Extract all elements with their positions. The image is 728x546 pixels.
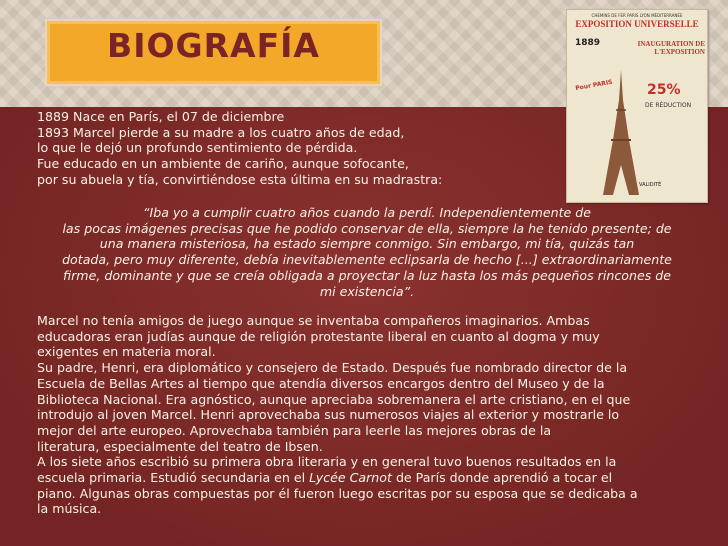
body-line: la música. — [37, 501, 102, 517]
intro-text — [37, 109, 442, 188]
poster-discount: 25% — [647, 82, 681, 98]
body-line: Su padre, Henri, era diplomático y consejero de Estado. Después fue nombrado director de la — [37, 360, 628, 376]
poster-paris: Pour PARIS — [574, 78, 614, 93]
eiffel-tower-icon — [601, 70, 641, 195]
body-line-lycee — [37, 470, 638, 486]
intro-line: por su abuela y tía, convirtiéndose esta última en su madrastra: — [37, 171, 443, 187]
poster-inauguration: INAUGURATION DE L'EXPOSITION — [637, 40, 705, 56]
quote-line: dotada, pero muy diferente, debía inevitablemente eclipsarla de hecho [...] extraordinariamente — [62, 252, 672, 268]
intro-line: 1889 Nace en París, el 07 de diciembre — [37, 109, 285, 124]
quote-line: una manera misteriosa, ha estado siempre conmigo. Sin embargo, mi tía, quizás tan — [99, 236, 635, 252]
quote-line: las pocas imágenes precisas que he podido conservar de ella, siempre la he tenido presente; de — [62, 220, 672, 236]
body-line: piano. Algunas obras compuestas por él fueron luego escritas por su esposa que se dedicaba a — [37, 485, 638, 501]
body-line: introdujo al joven Marcel. Henri aprovechaba sus numerosos viajes al exterior y mostrarle lo — [37, 407, 620, 423]
body-text — [37, 313, 638, 517]
body-line: literatura, especialmente del teatro de Ibsen. — [37, 438, 323, 454]
poster-reduction: DE RÉDUCTION — [645, 102, 692, 109]
poster-year: 1889 — [575, 38, 601, 48]
quote-line: “Iba yo a cumplir cuatro años cuando la perdí. Independientemente de — [142, 205, 592, 220]
exposition-poster-image — [566, 9, 708, 203]
lycee-before: escuela primaria. Estudió secundaria en el — [37, 470, 310, 486]
intro-line: Fue educado en un ambiente de cariño, aunque sofocante, — [37, 156, 409, 172]
intro-line: lo que le dejó un profundo sentimiento de pérdida. — [37, 140, 358, 156]
quote-line: firme, dominante y que se creía obligada a proyectar la luz hasta los más pequeños rincones de — [62, 267, 671, 283]
body-line: Biblioteca Nacional. Era agnóstico, aunque apreciaba sobremanera el arte cristiano, en el que — [37, 391, 631, 407]
body-line: exigentes en materia moral. — [37, 344, 216, 360]
poster-validite: VALIDITÉ — [639, 182, 662, 188]
poster-heading: EXPOSITION UNIVERSELLE — [575, 19, 699, 29]
body-line: Marcel no tenía amigos de juego aunque se inventaba compañeros imaginarios. Ambas — [37, 313, 590, 328]
body-line: A los siete años escribió su primera obra literaria y en general tuvo buenos resultados en la — [37, 454, 617, 470]
lycee-after: de París donde aprendió a tocar el — [391, 470, 613, 486]
body-line: Escuela de Bellas Artes al tiempo que atendía diversos encargos dentro del Museo y de la — [37, 375, 605, 391]
body-line: educadoras eran judías aunque de religión protestante liberal en cuanto al dogma y muy — [37, 328, 600, 344]
body-line: mejor del arte europeo. Aprovechaba también para leerle las mejores obras de la — [37, 422, 552, 438]
intro-line: 1893 Marcel pierde a su madre a los cuatro años de edad, — [37, 124, 405, 140]
poster-railway-line: CHEMINS DE FER PARIS LYON MÉDITERRANÉE — [591, 13, 683, 18]
quote-line: mi existencia”. — [319, 283, 415, 299]
lycee-carnot: Lycée Carnot — [309, 470, 392, 486]
slide-title: BIOGRAFÍA — [107, 26, 320, 65]
quote-block — [37, 205, 697, 299]
